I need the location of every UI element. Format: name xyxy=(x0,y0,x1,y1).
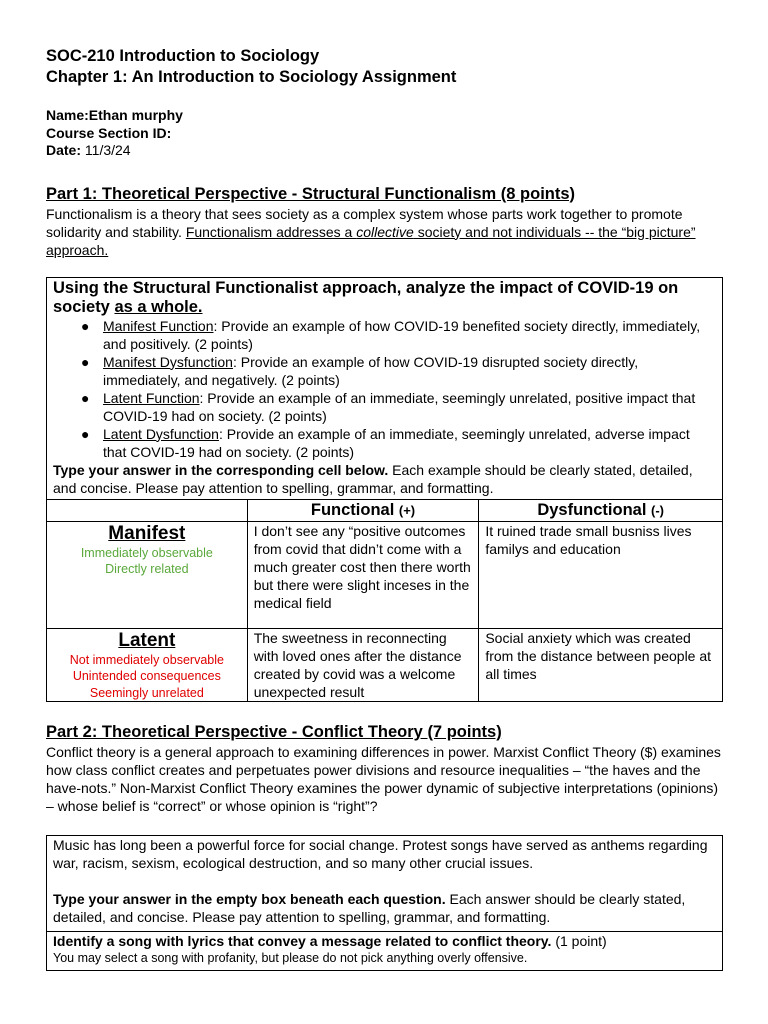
part2-title: Part 2: Theoretical Perspective - Conflict Theory (7 points) xyxy=(46,723,502,741)
part1-desc-italic: collective xyxy=(356,223,414,240)
latent-sub1: Not immediately observable xyxy=(69,652,224,667)
list-item xyxy=(81,425,716,461)
dysfunctional-symbol: (-) xyxy=(651,502,664,518)
corner-cell xyxy=(47,499,248,521)
answer-instructions xyxy=(53,461,716,497)
bullet-icon: ● xyxy=(81,317,90,334)
box-instructions-text: Each answer should be clearly stated, detailed, and concise. Please pay attention to spelling, grammar, and formatting. xyxy=(53,891,686,925)
answer-instructions-text: Each example should be clearly stated, detailed, and concise. Please pay attention to spelling, grammar, and formatting. xyxy=(53,461,693,496)
functional-symbol: (+) xyxy=(398,502,416,518)
part1-desc-u1: Functionalism addresses a xyxy=(185,223,357,240)
list-item xyxy=(81,389,716,425)
functionalism-instructions xyxy=(47,277,723,499)
functionalism-table xyxy=(46,277,723,703)
date-value: 11/3/24 xyxy=(81,142,131,158)
question-1-note: You may select a song with profanity, but please do not pick anything overly offensive. xyxy=(53,951,528,965)
bullet-icon: ● xyxy=(81,389,90,406)
course-title: SOC-210 Introduction to Sociology xyxy=(46,47,320,65)
list-item xyxy=(81,317,716,353)
manifest-row xyxy=(47,521,723,628)
question-text: Using the Structural Functionalist approach, analyze the impact of COVID-19 on society xyxy=(53,278,679,316)
bullet-text: : Provide an example of how COVID-19 benefited society directly, immediately, and positively. (2 points) xyxy=(103,317,701,352)
list-item xyxy=(81,353,716,389)
bullet-term: Manifest Function xyxy=(103,317,214,334)
latent-row xyxy=(47,628,723,702)
section-line xyxy=(46,125,723,143)
latent-dysfunctional-answer[interactable]: Social anxiety which was created from the distance between people at all times xyxy=(479,628,723,702)
bullet-term: Manifest Dysfunction xyxy=(103,353,233,370)
latent-functional-answer[interactable]: The sweetness in reconnecting with loved ones after the distance created by covid was a welcome unexpected result xyxy=(247,628,479,702)
question-1-text: Identify a song with lyrics that convey a message related to conflict theory. xyxy=(53,933,552,949)
latent-sub3: Seemingly unrelated xyxy=(89,685,204,700)
part1-description xyxy=(46,205,723,259)
question-1-cell xyxy=(47,932,723,971)
date-line xyxy=(46,142,723,160)
section-label: Course Section ID: xyxy=(46,124,172,141)
box-instructions xyxy=(53,890,716,926)
question-emphasis: as a whole. xyxy=(114,297,203,316)
name-line xyxy=(46,107,723,125)
part1-title: Part 1: Theoretical Perspective - Structural Functionalism (8 points) xyxy=(46,184,576,203)
bullet-icon: ● xyxy=(81,425,90,442)
part1-desc-plain: Functionalism is a theory that sees society as a complex system whose parts work together to promote solidarity and stability. xyxy=(46,205,683,240)
part1-desc-u2: society and not individuals -- the “big picture” approach. xyxy=(46,223,696,258)
spacer xyxy=(53,872,716,890)
student-info xyxy=(46,107,723,160)
manifest-functional-answer[interactable]: I don’t see any “positive outcomes from covid that didn’t come with a much greater cost then there worth but there were slight inceses in the medical field xyxy=(247,521,479,628)
name-label: Name: xyxy=(46,107,89,123)
latent-label-cell xyxy=(47,628,248,702)
bullet-text: : Provide an example of an immediate, seemingly unrelated, positive impact that COVID-19 had on society. (2 points) xyxy=(103,389,696,424)
requirements-list xyxy=(53,317,716,461)
manifest-sub1: Immediately observable xyxy=(80,545,213,560)
bullet-icon: ● xyxy=(81,353,90,370)
part2-description: Conflict theory is a general approach to examining differences in power. Marxist Conflict Theory ($) examines how class conflict creates and perpetuates power divisions and resource inequalities – “the haves and the have-nots.” Non-Marxist Conflict Theory examines the power dynamic of subjective interpretations (opinions) – whose belief is “correct” or whose opinion is “right”? xyxy=(46,744,721,814)
dysfunctional-label: Dysfunctional xyxy=(537,500,651,519)
answer-instructions-bold: Type your answer in the corresponding cell below. xyxy=(53,461,389,478)
conflict-theory-table xyxy=(46,835,723,971)
bullet-text: : Provide an example of an immediate, seemingly unrelated, adverse impact that COVID-19 had on society. (2 points) xyxy=(103,425,690,460)
music-intro: Music has long been a powerful force for social change. Protest songs have served as anthems regarding war, racism, sexism, ecological destruction, and so many other crucial issues. xyxy=(53,837,708,871)
question-heading xyxy=(53,279,716,317)
question-1 xyxy=(53,932,716,950)
column-header-dysfunctional xyxy=(479,499,723,521)
name-value: Ethan murphy xyxy=(88,107,183,123)
box-instructions-bold: Type your answer in the empty box beneath each question. xyxy=(53,891,446,907)
assignment-title: Chapter 1: An Introduction to Sociology Assignment xyxy=(46,68,457,86)
question-1-points: (1 point) xyxy=(551,933,607,949)
manifest-label: Manifest xyxy=(108,522,186,544)
functional-label: Functional xyxy=(310,500,399,519)
manifest-sub2: Directly related xyxy=(105,562,189,576)
bullet-text: : Provide an example of how COVID-19 disrupted society directly, immediately, and negatively. (2 points) xyxy=(103,353,639,388)
date-label: Date: xyxy=(46,142,82,158)
latent-label: Latent xyxy=(118,629,176,651)
conflict-instructions xyxy=(47,836,723,932)
column-header-functional xyxy=(247,499,479,521)
manifest-label-cell xyxy=(47,521,248,628)
manifest-dysfunctional-answer[interactable]: It ruined trade small busniss lives familys and education xyxy=(479,521,723,628)
bullet-term: Latent Function xyxy=(103,389,200,406)
latent-sub2: Unintended consequences xyxy=(72,669,221,683)
bullet-term: Latent Dysfunction xyxy=(103,425,219,442)
document-page xyxy=(46,46,723,971)
